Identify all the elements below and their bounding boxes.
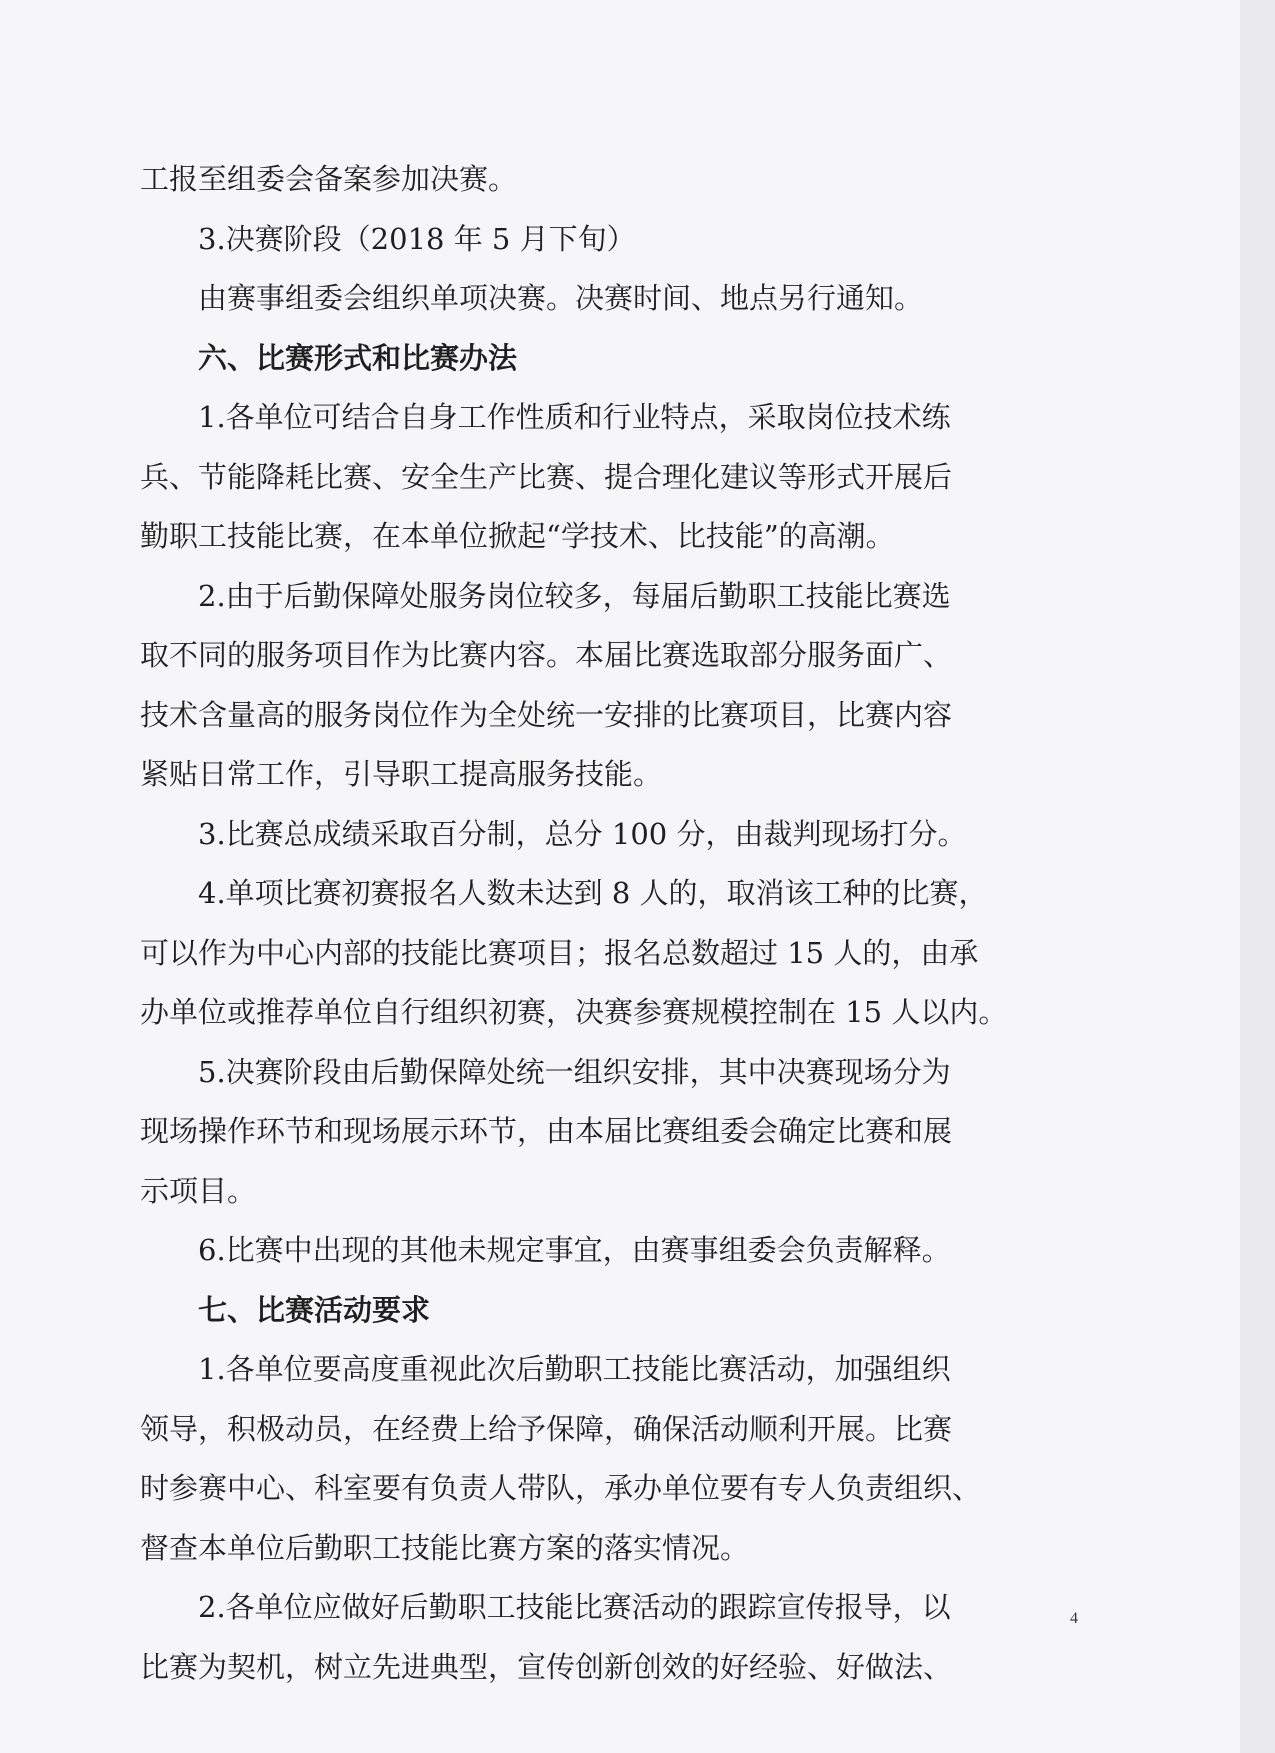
text-line: 技术含量高的服务岗位作为全处统一安排的比赛项目，比赛内容 [140, 697, 953, 732]
text-line: 2.由于后勤保障处服务岗位较多，每届后勤职工技能比赛选 [198, 578, 951, 613]
text-line: 比赛为契机，树立先进典型，宣传创新创效的好经验、好做法、 [140, 1649, 953, 1684]
text-line: 1.各单位要高度重视此次后勤职工技能比赛活动，加强组织 [198, 1352, 951, 1386]
text-line: 示项目。 [140, 1173, 257, 1208]
text-line: 领导，积极动员，在经费上给予保障，确保活动顺利开展。比赛 [140, 1411, 953, 1446]
text-line: 4.单项比赛初赛报名人数未达到 8 人的，取消该工种的比赛， [198, 876, 988, 910]
text-line: 办单位或推荐单位自行组织初赛，决赛参赛规模控制在 15 人以内。 [140, 995, 1008, 1029]
text-line: 督查本单位后勤职工技能比赛方案的落实情况。 [140, 1530, 750, 1565]
text-line: 6.比赛中出现的其他未规定事宜，由赛事组委会负责解释。 [198, 1233, 951, 1267]
text-line: 由赛事组委会组织单项决赛。决赛时间、地点另行通知。 [198, 281, 924, 315]
text-line: 兵、节能降耗比赛、安全生产比赛、提合理化建议等形式开展后 [140, 459, 953, 494]
text-line: 工报至组委会备案参加决赛。 [140, 162, 518, 196]
text-line: 3.决赛阶段（2018 年 5 月下旬） [198, 221, 636, 256]
text-line: 勤职工技能比赛，在本单位掀起“学技术、比技能”的高潮。 [140, 519, 895, 553]
section-heading: 六、比赛形式和比赛办法 [198, 340, 518, 375]
document-body [140, 150, 1080, 1697]
text-line: 1.各单位可结合自身工作性质和行业特点，采取岗位技术练 [198, 400, 951, 434]
page-number: 4 [1070, 1610, 1078, 1627]
text-line: 紧贴日常工作，引导职工提高服务技能。 [140, 757, 663, 791]
text-line: 现场操作环节和现场展示环节，由本届比赛组委会确定比赛和展 [140, 1114, 953, 1148]
text-line: 2.各单位应做好后勤职工技能比赛活动的跟踪宣传报导，以 [198, 1590, 951, 1624]
text-line: 5.决赛阶段由后勤保障处统一组织安排，其中决赛现场分为 [198, 1054, 951, 1089]
text-line: 可以作为中心内部的技能比赛项目；报名总数超过 15 人的，由承 [140, 935, 979, 970]
text-line: 3.比赛总成绩采取百分制，总分 100 分，由裁判现场打分。 [198, 816, 967, 851]
text-line: 取不同的服务项目作为比赛内容。本届比赛选取部分服务面广、 [140, 638, 953, 672]
scan-edge [1240, 0, 1275, 1753]
section-heading: 七、比赛活动要求 [198, 1292, 431, 1327]
text-line: 时参赛中心、科室要有负责人带队，承办单位要有专人负责组织、 [140, 1471, 982, 1505]
